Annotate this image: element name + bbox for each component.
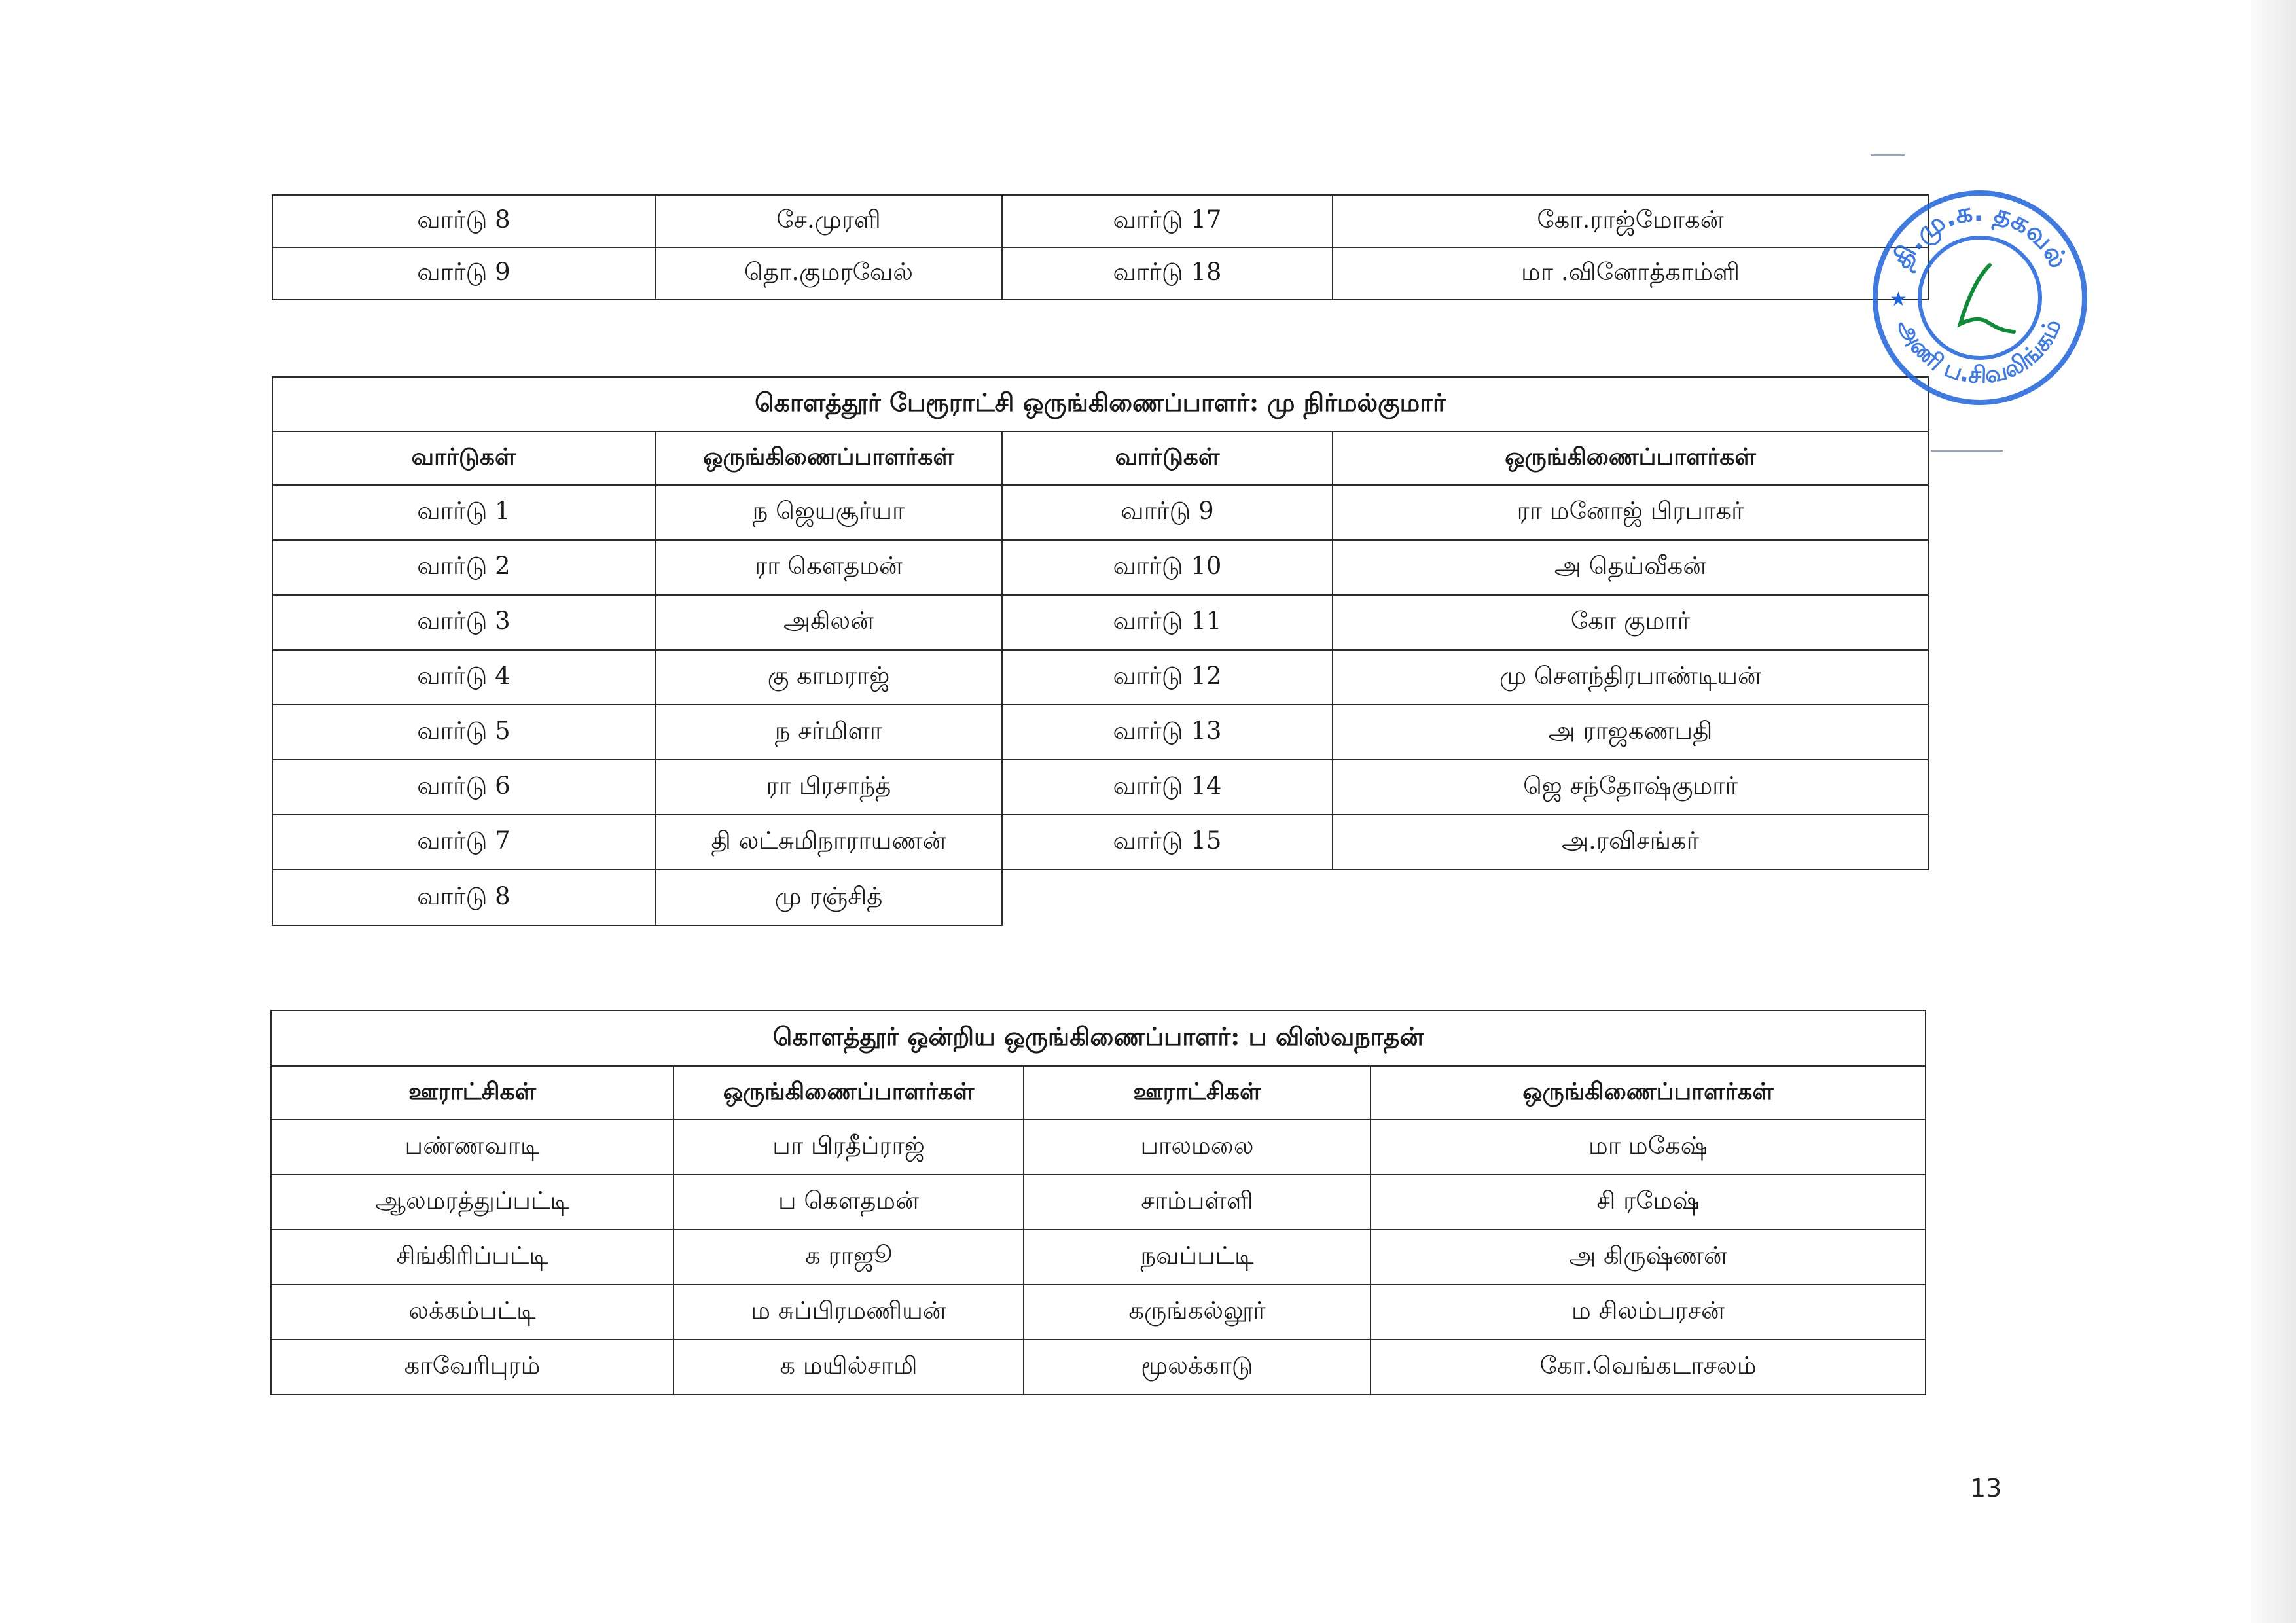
- svg-text:அணி ப.சிவலிங்கம்: [1892, 314, 2067, 389]
- union-panchayat-table: [270, 1010, 1926, 1395]
- table-row: [272, 760, 1928, 815]
- table-row: [271, 1120, 1926, 1175]
- header-villages: ஊராட்சிகள்: [271, 1066, 673, 1120]
- table-row: [271, 1230, 1926, 1285]
- coordinator-cell: மு சௌந்திரபாண்டியன்: [1333, 650, 1928, 705]
- coordinator-cell: க மயில்சாமி: [673, 1340, 1024, 1395]
- header-wards: வார்டுகள்: [1002, 431, 1333, 485]
- ward-cell: வார்டு 2: [272, 540, 655, 595]
- coordinator-cell: அ தெய்வீகன்: [1333, 540, 1928, 595]
- coordinator-cell: தொ.குமரவேல்: [655, 247, 1002, 300]
- ward-cell: கருங்கல்லூர்: [1024, 1285, 1371, 1340]
- ward-cell: வார்டு 13: [1002, 705, 1333, 760]
- table-row: [272, 815, 1928, 870]
- ward-cell: வார்டு 11: [1002, 595, 1333, 650]
- ward-cell: வார்டு 7: [272, 815, 655, 870]
- ward-cell: வார்டு 4: [272, 650, 655, 705]
- coordinator-cell: ஜெ சந்தோஷ்குமார்: [1333, 760, 1928, 815]
- header-coordinators: ஒருங்கிணைப்பாளர்கள்: [673, 1066, 1024, 1120]
- coordinator-cell: கோ.ராஜ்மோகன்: [1333, 195, 1928, 247]
- table-row: [272, 485, 1928, 540]
- ward-cell: வார்டு 1: [272, 485, 655, 540]
- header-coordinators: ஒருங்கிணைப்பாளர்கள்: [1333, 431, 1928, 485]
- coordinator-cell: கு காமராஜ்: [655, 650, 1002, 705]
- ward-cell: வார்டு 10: [1002, 540, 1333, 595]
- coordinator-cell: மு ரஞ்சித்: [655, 870, 1002, 925]
- coordinator-cell: அ ராஜகணபதி: [1333, 705, 1928, 760]
- table-row: [272, 540, 1928, 595]
- header-wards: வார்டுகள்: [272, 431, 655, 485]
- coordinator-cell: கோ.வெங்கடாசலம்: [1371, 1340, 1926, 1395]
- coordinator-cell: சி ரமேஷ்: [1371, 1175, 1926, 1230]
- ward-cell: வார்டு 9: [1002, 485, 1333, 540]
- empty-cell: [1002, 870, 1928, 925]
- town-panchayat-table: [272, 376, 1929, 926]
- town-panchayat-title: கொளத்தூர் பேரூராட்சி ஒருங்கிணைப்பாளர்: மு நிர்மல்குமார்: [272, 377, 1928, 431]
- ward-cell: பண்ணவாடி: [271, 1120, 673, 1175]
- ward-cell: வார்டு 15: [1002, 815, 1333, 870]
- ward-cell: வார்டு 14: [1002, 760, 1333, 815]
- ward-cell: நவப்பட்டி: [1024, 1230, 1371, 1285]
- ward-cell: வார்டு 9: [272, 247, 655, 300]
- ward-cell: வார்டு 3: [272, 595, 655, 650]
- header-coordinators: ஒருங்கிணைப்பாளர்கள்: [655, 431, 1002, 485]
- coordinator-cell: ந சர்மிளா: [655, 705, 1002, 760]
- scan-mark: [1871, 154, 1905, 156]
- scan-mark: [1931, 450, 2003, 452]
- ward-table-continued: [272, 194, 1929, 300]
- star-icon: ★: [1890, 288, 1907, 311]
- ward-cell: சிங்கிரிப்பட்டி: [271, 1230, 673, 1285]
- seal-text-bottom: அணி ப.சிவலிங்கம்: [1892, 314, 2068, 389]
- table-row: [271, 1340, 1926, 1395]
- coordinator-cell: கோ குமார்: [1333, 595, 1928, 650]
- table-row: [271, 1285, 1926, 1340]
- table-row: [272, 195, 1928, 247]
- coordinator-cell: தி லட்சுமிநாராயணன்: [655, 815, 1002, 870]
- table-row: [272, 650, 1928, 705]
- ward-cell: வார்டு 5: [272, 705, 655, 760]
- party-seal: [1869, 187, 2091, 409]
- coordinator-cell: ப கௌதமன்: [673, 1175, 1024, 1230]
- table-row: [272, 705, 1928, 760]
- ward-cell: காவேரிபுரம்: [271, 1340, 673, 1395]
- ward-cell: வார்டு 8: [272, 195, 655, 247]
- ward-cell: சாம்பள்ளி: [1024, 1175, 1371, 1230]
- ward-cell: வார்டு 12: [1002, 650, 1333, 705]
- coordinator-cell: ம சிலம்பரசன்: [1371, 1285, 1926, 1340]
- header-villages: ஊராட்சிகள்: [1024, 1066, 1371, 1120]
- ward-cell: மூலக்காடு: [1024, 1340, 1371, 1395]
- table-row: [271, 1175, 1926, 1230]
- ward-cell: பாலமலை: [1024, 1120, 1371, 1175]
- page-edge: [2251, 0, 2296, 1623]
- ward-cell: ஆலமரத்துப்பட்டி: [271, 1175, 673, 1230]
- ward-cell: வார்டு 8: [272, 870, 655, 925]
- ward-cell: வார்டு 17: [1002, 195, 1333, 247]
- coordinator-cell: ரா பிரசாந்த்: [655, 760, 1002, 815]
- signature: [1960, 265, 2014, 332]
- coordinator-cell: ரா கௌதமன்: [655, 540, 1002, 595]
- coordinator-cell: அகிலன்: [655, 595, 1002, 650]
- page-number: 13: [1970, 1474, 2002, 1503]
- coordinator-cell: மா .வினோத்காம்ளி: [1333, 247, 1928, 300]
- coordinator-cell: அ கிருஷ்ணன்: [1371, 1230, 1926, 1285]
- coordinator-cell: ம சுப்பிரமணியன்: [673, 1285, 1024, 1340]
- coordinator-cell: மா மகேஷ்: [1371, 1120, 1926, 1175]
- table-row: [272, 247, 1928, 300]
- coordinator-cell: ந ஜெயசூர்யா: [655, 485, 1002, 540]
- header-coordinators: ஒருங்கிணைப்பாளர்கள்: [1371, 1066, 1926, 1120]
- coordinator-cell: அ.ரவிசங்கர்: [1333, 815, 1928, 870]
- coordinator-cell: பா பிரதீப்ராஜ்: [673, 1120, 1024, 1175]
- ward-cell: வார்டு 18: [1002, 247, 1333, 300]
- ward-cell: லக்கம்பட்டி: [271, 1285, 673, 1340]
- seal-text-top: தி.மு.க. தகவல்: [1886, 196, 2074, 274]
- coordinator-cell: சே.முரளி: [655, 195, 1002, 247]
- table-row: [272, 595, 1928, 650]
- ward-cell: வார்டு 6: [272, 760, 655, 815]
- coordinator-cell: ரா மனோஜ் பிரபாகர்: [1333, 485, 1928, 540]
- union-title: கொளத்தூர் ஒன்றிய ஒருங்கிணைப்பாளர்: ப விஸ்வநாதன்: [271, 1010, 1926, 1066]
- coordinator-cell: க ராஜூ: [673, 1230, 1024, 1285]
